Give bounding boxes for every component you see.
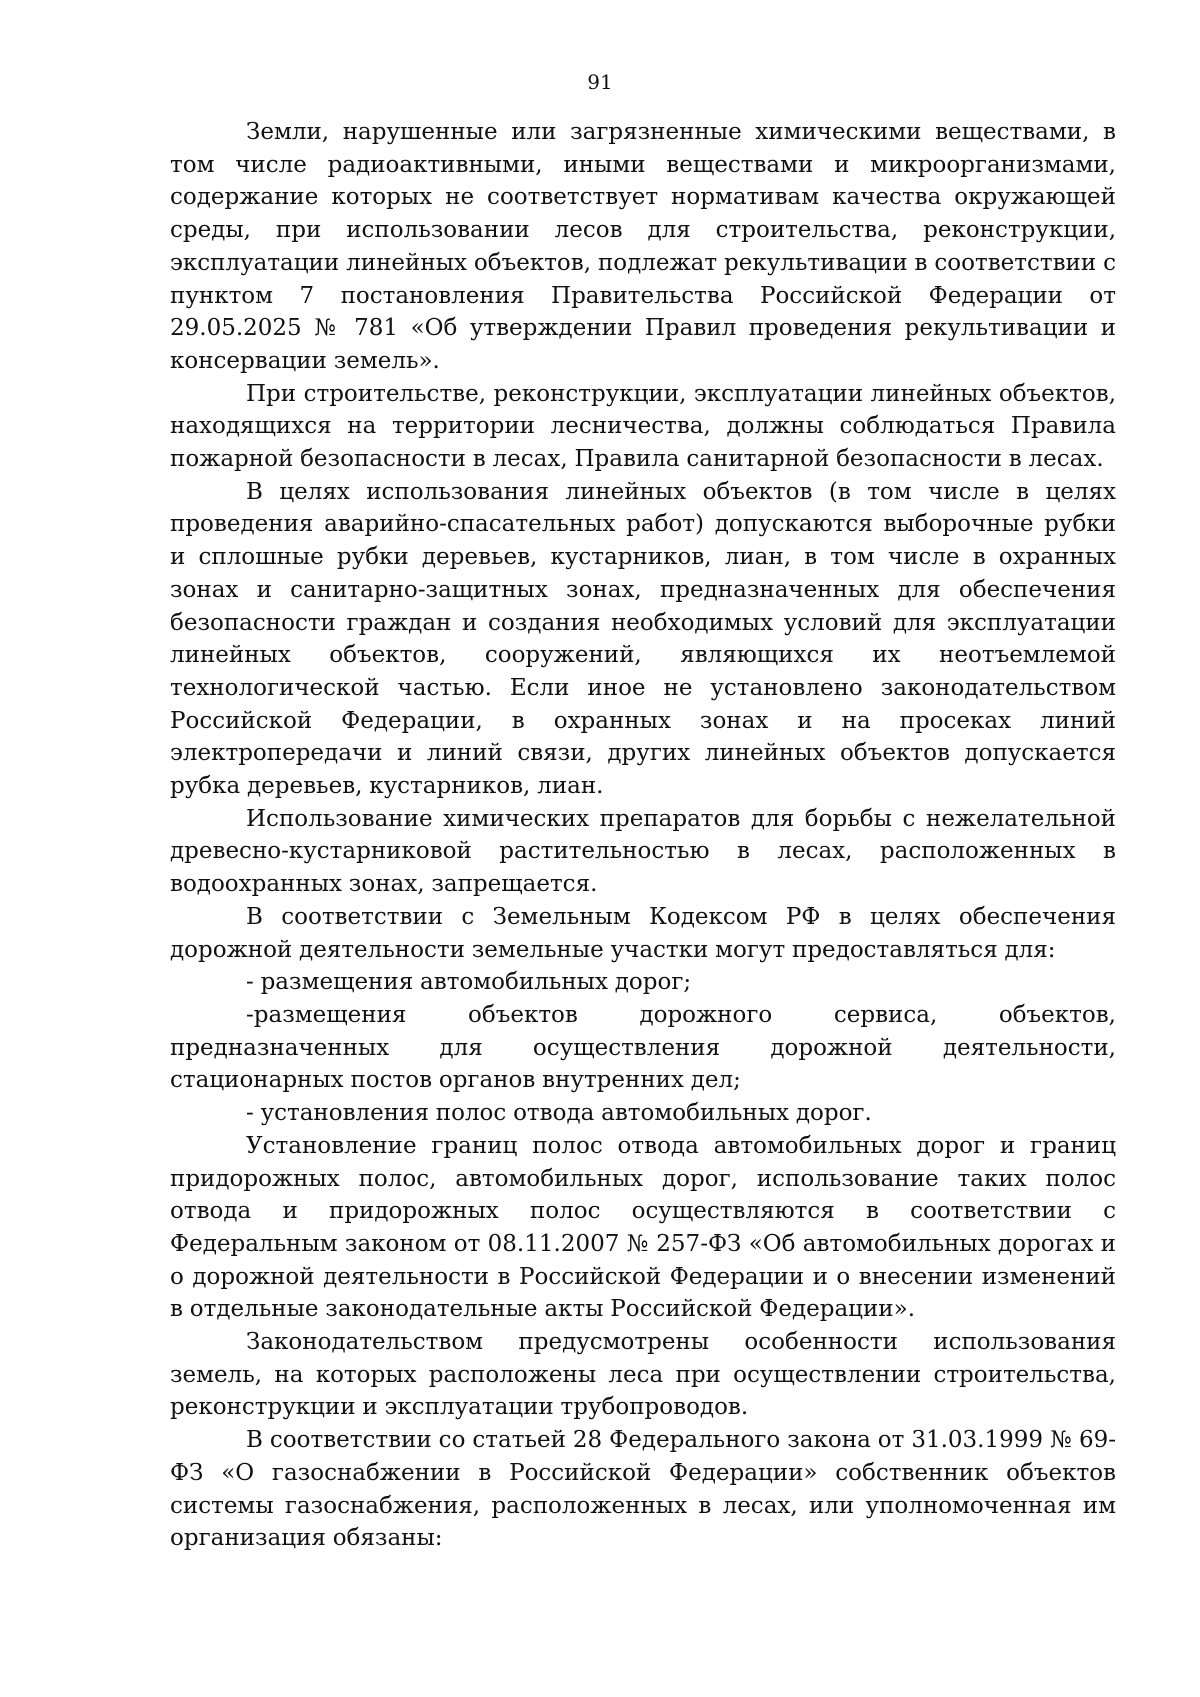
document-body bbox=[170, 116, 1116, 1555]
paragraph-land-code: В соответствии с Земельным Кодексом РФ в целях обеспечения дорожной деятельности земельные участки могут предоставляться для: bbox=[170, 903, 1116, 963]
paragraph-chemical-ban: Использование химических препаратов для борьбы с нежелательной древесно-кустарниковой растительностью в лесах, расположенных в водоохранных зонах, запрещается. bbox=[170, 805, 1116, 898]
paragraph-gas-supply: В соответствии со статьей 28 Федерального закона от 31.03.1999 № 69-ФЗ «О газоснабжении в Российской Федерации» собственник объектов системы газоснабжения, расположенных в лесах, или уполномоченная им организация обязаны: bbox=[170, 1427, 1116, 1552]
list-item-roads: - размещения автомобильных дорог; bbox=[246, 969, 692, 996]
paragraph-pipelines: Законодательством предусмотрены особенности использования земель, на которых расположены леса при осуществлении строительства, реконструкции и эксплуатации трубопроводов. bbox=[170, 1329, 1116, 1421]
paragraph-tree-felling: В целях использования линейных объектов (в том числе в целях проведения аварийно-спасательных работ) допускаются выборочные рубки и сплошные рубки деревьев, кустарников, лиан, в том числе в охранных зонах и санитарно-защитных зонах, предназначенных для обеспечения безопасности граждан и создания необходимых условий для эксплуатации линейных объектов, сооружений, являющихся их неотъемлемой технологической частью. Если иное не установлено законодательством Российской Федерации, в охранных зонах и на просеках линий электропередачи и линий связи, других линейных объектов допускается рубка деревьев, кустарников, лиан. bbox=[170, 478, 1116, 800]
paragraph-land-reclamation: Земли, нарушенные или загрязненные химическими веществами, в том числе радиоактивными, иными веществами и микроорганизмами, содержание которых не соответствует нормативам качества окружающей среды, при использовании лесов для строительства, реконструкции, эксплуатации линейных объектов, подлежат рекультивации в соответствии с пунктом 7 постановления Правительства Российской Федерации от 29.05.2025 № 781 «Об утверждении Правил проведения рекультивации и консервации земель». bbox=[170, 119, 1116, 374]
list-item-right-of-way: - установления полос отвода автомобильных дорог. bbox=[246, 1100, 872, 1127]
page-number: 91 bbox=[587, 70, 613, 94]
paragraph-fire-safety-rules: При строительстве, реконструкции, эксплуатации линейных объектов, находящихся на территории лесничества, должны соблюдаться Правила пожарной безопасности в лесах, Правила санитарной безопасности в лесах. bbox=[170, 380, 1116, 473]
paragraph-road-boundaries: Установление границ полос отвода автомобильных дорог и границ придорожных полос, автомобильных дорог, использование таких полос отвода и придорожных полос осуществляются в соответствии с Федеральным законом от 08.11.2007 № 257-ФЗ «Об автомобильных дорогах и о дорожной деятельности в Российской Федерации и о внесении изменений в отдельные законодательные акты Российской Федерации». bbox=[170, 1132, 1116, 1323]
list-item-road-service: -размещения объектов дорожного сервиса, объектов, предназначенных для осуществления дорожной деятельности, стационарных постов органов внутренних дел; bbox=[170, 1001, 1116, 1094]
